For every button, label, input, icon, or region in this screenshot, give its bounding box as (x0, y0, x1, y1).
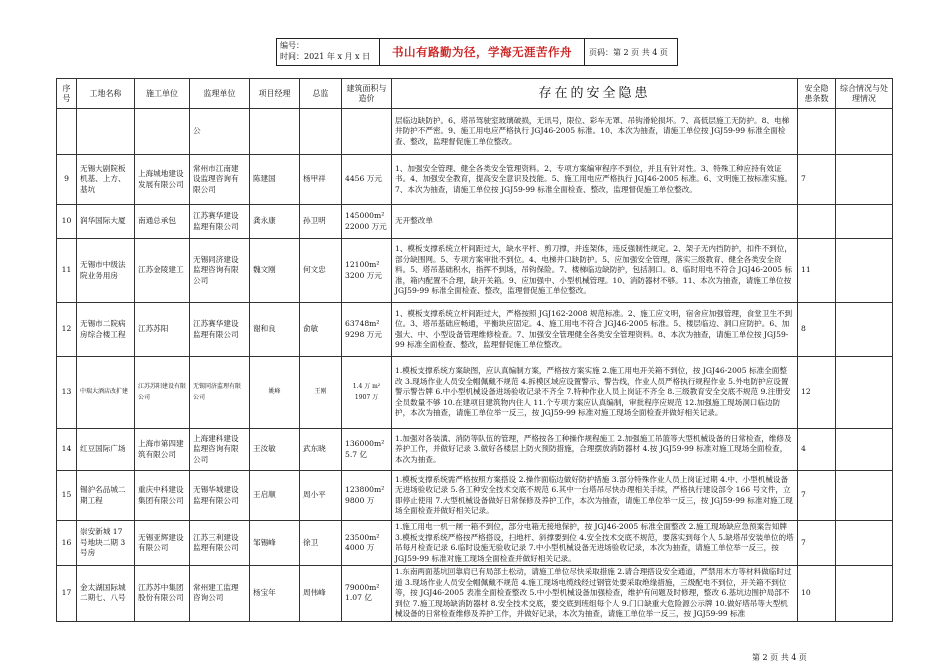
row-chief: 俞敏 (300, 303, 342, 357)
header-code-time (277, 39, 380, 65)
table-row (57, 239, 893, 303)
row-count: 11 (798, 239, 836, 303)
row-issues: 1.施工用电一机一闸一箱不到位，部分电箱无接地保护，按 JGJ46-2005 标准全面整改 2.施工现场缺应急预案告知牌 3.模板支撑系统严格按严格搭设，扫地杆、斜撑要到位 4.安全技术交底不规范，要落实到每个人 5.缺塔吊安装单位的塔吊每月检查记录 6.临时设施无验收记录 7.中小型机械设备无进场验收记录，本次为抽查，请施工单位举一反三，按 JGJ59-99 标准对施工现场全面检查并做好相关记录。 (392, 521, 798, 566)
row-count: 8 (798, 303, 836, 357)
row-issues: 层临边缺防护。6、塔吊驾驶室玻璃破损，无讯号，限位、彩车无罩、吊钩滑轮损坏。7、高低层施工无防护。8、电梯井防护不严密。9、施工用电应严格执行 JGJ46-2005 标准。10、本次为抽查，请施工单位按 JGJ59-99 标准全面检查、整改，监理督促施工单位整改。 (392, 109, 798, 155)
row-pm: 邹锡峰 (250, 521, 300, 566)
row-count: 7 (798, 471, 836, 521)
row-builder: 无锡亚辉建设有限公司 (135, 521, 190, 566)
row-site: 无锡大剧院板机基、上方、基坑 (77, 155, 135, 205)
col-site: 工地名称 (77, 79, 135, 109)
col-count: 安全隐患条数 (798, 79, 836, 109)
row-no: 10 (57, 205, 77, 239)
row-no: 17 (57, 566, 77, 622)
row-no (57, 109, 77, 155)
table-row (57, 471, 893, 521)
row-count: 4 (798, 429, 836, 471)
row-area: 23500m² 4000 万 (342, 521, 392, 566)
row-pm: 龚永康 (250, 205, 300, 239)
document-header (276, 38, 678, 66)
row-status (836, 303, 893, 357)
row-pm: 谢和良 (250, 303, 300, 357)
slogan: 书山有路勤为径，学海无涯苦作舟 (380, 39, 585, 65)
row-no: 14 (57, 429, 77, 471)
col-chief: 总监 (300, 79, 342, 109)
table-header-row (57, 79, 893, 109)
row-builder: 重庆中科建设集团有限公司 (135, 471, 190, 521)
row-builder (135, 109, 190, 155)
row-supervisor: 江苏赛华建设监理有限公司 (190, 205, 250, 239)
row-supervisor: 无锡同济监理有限公司 (190, 357, 250, 429)
col-builder: 施工单位 (135, 79, 190, 109)
row-supervisor: 上海建科建设监理咨询有限公司 (190, 429, 250, 471)
row-chief: 徐卫 (300, 521, 342, 566)
row-pm: 王启顺 (250, 471, 300, 521)
row-no: 16 (57, 521, 77, 566)
row-pm: 杨宝年 (250, 566, 300, 622)
row-area: 63748m² 9298 万元 (342, 303, 392, 357)
row-site: 红豆国际广场 (77, 429, 135, 471)
row-site: 无锡市二院病房综合楼工程 (77, 303, 135, 357)
row-status (836, 429, 893, 471)
row-pm (250, 109, 300, 155)
row-status (836, 357, 893, 429)
row-issues: 1.模板支撑系统需严格按照方案搭设 2.操作面临边做好防护措施 3.部分特殊作业人员上岗证过期 4.中、小型机械设备无进场验收记录 5.各工种安全技术交底不规范 6.其中一台塔吊尽快办理相关手续，严格执行建设部令 166 号文件，立即停止使用 7.大型机械设备做好日常保修及养护工作，本次为抽查，请施工单位举一反三，按 JGJ59-99 标准对施工现场全面检查并做好相关记录。 (392, 471, 798, 521)
row-chief (300, 109, 342, 155)
row-site: 崇安新城 17 号地块二期 3 号房 (77, 521, 135, 566)
row-supervisor: 公 (190, 109, 250, 155)
row-builder: 江苏苏阳建设有限公司 (135, 357, 190, 429)
row-site: 中瑞大酒店改扩建 (77, 357, 135, 429)
col-area: 建筑面积与造价 (342, 79, 392, 109)
row-builder: 上海市第四建筑有限公司 (135, 429, 190, 471)
row-supervisor: 无锡同济建设监理咨询有限公司 (190, 239, 250, 303)
row-pm: 王汝敏 (250, 429, 300, 471)
row-issues: 1.加强对各装潢、消防等队伍的管理，严格按各工种操作规程施工 2.加强施工吊篮等大型机械设备的日常检查，维修及养护工作，并做好记录 3.做好各楼层上防火预防措施，合理摆放消防器材 4.按 JGJ59-99 标准对施工现场全面检查，本次为抽查。 (392, 429, 798, 471)
row-status (836, 109, 893, 155)
row-builder: 江苏苏阳 (135, 303, 190, 357)
row-chief: 何文忠 (300, 239, 342, 303)
table-row (57, 521, 893, 566)
row-count: 10 (798, 566, 836, 622)
row-pm: 陈建国 (250, 155, 300, 205)
table-row (57, 357, 893, 429)
time-label: 时间：2021 年 x 月 x 日 (280, 52, 371, 61)
row-supervisor: 常州市江南建设监理咨询有限公司 (190, 155, 250, 205)
row-chief: 孙卫明 (300, 205, 342, 239)
row-area: 12100m² 3200 万元 (342, 239, 392, 303)
row-area: 1.4 万 m² 1907 万 (342, 357, 392, 429)
row-status (836, 521, 893, 566)
row-count: 7 (798, 155, 836, 205)
row-area: 123800m² 9800 万 (342, 471, 392, 521)
row-chief: 武东晓 (300, 429, 342, 471)
row-chief: 周伟峰 (300, 566, 342, 622)
row-area (342, 109, 392, 155)
row-issues: 1、模板支撑系统立杆间距过大，缺水平杆、剪刀撑，并连架体，违反强制性规定。2、架子无内挡防护，扣件不到位，部分缺围网。5、专项方案审批不到位。4、电梯井口缺防护。5、应加强安全管理，落实三级教育、健全各类安全资料。5、塔吊基础积水，指挥不到场，吊钩保险。7、楼梯临边缺防护，包括洞口。8、临时用电不符合 JGJ46-2005 标准，箱内配置不合理，缺开关箱。9、应加强中、小型机械管理。10、消防器材不够。11、本次为抽查，请施工单位按 JGJ59-99 标准全面检查、整改，监理督促施工单位整改。 (392, 239, 798, 303)
table-row (57, 303, 893, 357)
row-supervisor: 江苏赛华建设监理有限公司 (190, 303, 250, 357)
row-chief: 杨甲祥 (300, 155, 342, 205)
row-no: 11 (57, 239, 77, 303)
table-row (57, 566, 893, 622)
row-site: 无锡市中级法院业务用房 (77, 239, 135, 303)
table-row (57, 109, 893, 155)
row-site: 锡沪名品城二期工程 (77, 471, 135, 521)
row-supervisor: 常州建工监理咨询公司 (190, 566, 250, 622)
row-pm: 姚峰 (250, 357, 300, 429)
row-supervisor: 无锡华城建设监理有限公司 (190, 471, 250, 521)
page-footer: 第 2 页 共 4 页 (752, 653, 807, 662)
row-site (77, 109, 135, 155)
row-status (836, 239, 893, 303)
row-count (798, 205, 836, 239)
row-no: 15 (57, 471, 77, 521)
table-row (57, 429, 893, 471)
row-site: 润华国际大厦 (77, 205, 135, 239)
row-status (836, 155, 893, 205)
code-label: 编号： (280, 41, 304, 50)
row-no: 12 (57, 303, 77, 357)
row-builder: 江苏苏中集团股份有限公司 (135, 566, 190, 622)
page-label: 页码：第 2 页 共 4 页 (589, 47, 668, 57)
row-area: 4456 万元 (342, 155, 392, 205)
table-row (57, 155, 893, 205)
row-status (836, 471, 893, 521)
row-area: 136000m² 5.7 亿 (342, 429, 392, 471)
row-chief: 周小平 (300, 471, 342, 521)
col-supervisor: 监理单位 (190, 79, 250, 109)
row-count: 7 (798, 521, 836, 566)
row-builder: 南通总承包 (135, 205, 190, 239)
row-issues: 1、模板支撑系统立杆间距过大，严格按照 JGJ162-2008 规范标准。2、施工应文明，宿舍应加强管理，食堂卫生不到位。3、塔吊基础应畅通，平衡块应固定。4、施工用电不符合 JGJ46-2005 标准。5、楼层临边、洞口应防护。6、加强大、中、小型设备管理维修检查。7、加强安全管理健全各类安全管理资料。8、本次为抽查，请施工单位按 JGJ59-99 标准全面检查、整改，监理督促施工单位整改。 (392, 303, 798, 357)
row-builder: 上海城地建设发展有限公司 (135, 155, 190, 205)
col-pm: 项目经理 (250, 79, 300, 109)
safety-hazard-table (56, 78, 893, 622)
row-status (836, 205, 893, 239)
row-issues: 1.模板支撑系统方案缺图，应认真编制方案，严格按方案实施 2.施工用电开关箱不到位，按 JGJ46-2005 标准全面整改 3.现场作业人员安全帽佩戴不规范 4.拆模区域应设置警示、警告线，作业人员严格执行规程作业 5.外电防护应设置警示警告牌 6.中小型机械设备进场验收记录不齐全 7.特种作业人员上岗证不齐全 8.三级教育安全交底不规范 9.注册安全员数量不够 10.在建项目建筑物内住人 11.个专项方案应认真编制，审批程序应规范 12.加强施工现场洞口临边防护，本次为抽查，请施工单位举一反三，按 JGJ59-99 标准对施工现场全面检查并做好相关记录。 (392, 357, 798, 429)
col-status: 综合情况与处理情况 (836, 79, 893, 109)
row-area: 79000m² 1.07 亿 (342, 566, 392, 622)
row-issues: 无开整改单 (392, 205, 798, 239)
row-supervisor: 江苏三利建设监理有限公司 (190, 521, 250, 566)
row-count: 12 (798, 357, 836, 429)
table-row (57, 205, 893, 239)
row-no: 13 (57, 357, 77, 429)
col-issues: 存在的安全隐患 (392, 79, 798, 109)
row-no: 9 (57, 155, 77, 205)
row-issues: 1.东南两面基坑回靠肩已有局部土松动，请施工单位尽快采取措施 2.请合理搭设安全通道，严禁用木方等材料做临时过道 3.现场作业人员安全帽佩戴不规范 4.施工现场电缆线经过钢管处要采取绝缘措施，三级配电不到位，开关箱不到位等，按 JGJ46-2005 表准全面检查整改 5.中小型机械设备加强检查，维护有问题及时修理，整改 6.基坑边围护局部不到位 7.施工现场缺消防器材 8.安全技术交底，要交底到班组每个人 9.门口缺重大危险源公示牌 10.做好塔吊等大型机械设备的日常检查维修及养护工作，并做好记录，本次为抽查，请施工单位举一反三，按 JGJ59-99 标准 (392, 566, 798, 622)
col-no: 序号 (57, 79, 77, 109)
row-site: 金太湖国际城二期七、八号 (77, 566, 135, 622)
row-issues: 1、加强安全管理、健全各类安全管理资料。2、专项方案编审程序不到位，并且有针对性。3、特殊工种应持有效证书。4、加强安全教育，提高安全意识及技能。5、施工用电应严格执行 JGJ46-2005 标准。6、文明施工按标准实施。7、本次为抽查，请施工单位按 JGJ59-99 标准全面检查、整改，监理督促施工单位整改。 (392, 155, 798, 205)
row-count (798, 109, 836, 155)
row-chief: 王刚 (300, 357, 342, 429)
row-status (836, 566, 893, 622)
row-pm: 魏文刚 (250, 239, 300, 303)
row-builder: 江苏金陵建工 (135, 239, 190, 303)
row-area: 145000m² 22000 万元 (342, 205, 392, 239)
